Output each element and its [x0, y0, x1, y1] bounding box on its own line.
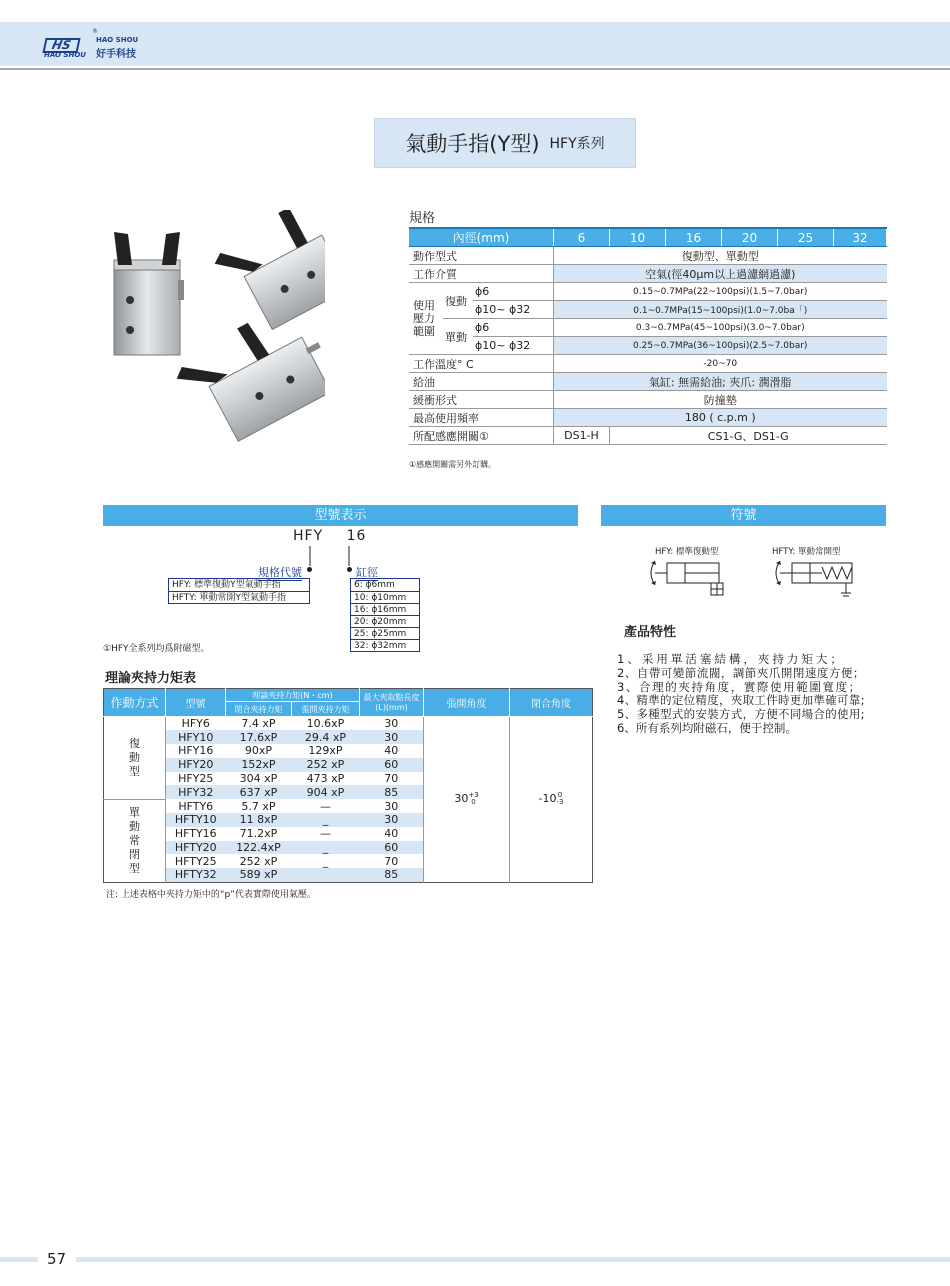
close-torque-cell: 11 8xP	[226, 813, 292, 827]
spec-row-temp	[409, 355, 887, 373]
spec-label-cell: 緩衝形式	[409, 391, 554, 409]
feature-item: 1、采用單活塞結構，夾持力矩大；	[617, 652, 845, 666]
close-torque-cell: 252 xP	[239, 854, 278, 868]
spec-value-cell: 復動型、單動型	[554, 247, 887, 265]
page-title	[374, 118, 636, 168]
spec-label-cell: 工作溫度° C	[409, 355, 554, 373]
spec-value-cell: 0.1~0.7MPa(15~100psi)(1.0~7.0ba「)	[554, 301, 887, 319]
spec-row-freq	[409, 409, 887, 427]
symbol-hfy-label: HFY: 標準復動型	[655, 547, 719, 557]
spec-table	[409, 227, 887, 445]
open-torque-cell	[292, 868, 360, 882]
open-torque-cell: _	[292, 813, 360, 827]
gripper-3	[169, 298, 325, 453]
open-torque-cell: 904 xP	[292, 785, 360, 799]
gripper-1	[114, 232, 184, 355]
close-torque-cell: 71.2xP	[239, 827, 278, 841]
type-option: HFTY: 單動常開Y型氣動手指	[169, 591, 309, 603]
spec-row-pressure-4	[409, 337, 887, 355]
logo-sub: HAO SHOU	[44, 51, 86, 59]
spec-row-action	[409, 247, 887, 265]
model-cell: HFTY6	[178, 799, 214, 813]
symbol-hfty-label: HFTY: 單動常開型	[772, 547, 841, 557]
brand-logo	[44, 28, 139, 60]
spec-value-cell: 0.15~0.7MPa(22~100psi)(1.5~7.0bar)	[554, 283, 887, 301]
spec-row-switch	[409, 427, 887, 445]
spec-row-cushion	[409, 391, 887, 409]
bore-code-dot	[347, 567, 352, 572]
spec-row-pressure-3	[409, 319, 887, 337]
length-cell: 60	[360, 758, 424, 772]
close-torque-cell: 122.4xP	[226, 841, 292, 855]
spec-double-label: 復動	[443, 283, 473, 319]
th-close-torque: 閉合夾持力矩	[226, 702, 292, 717]
header-band	[0, 22, 950, 66]
spec-bore-cell: ϕ6	[473, 283, 554, 301]
spec-bore-cell: ϕ10~ ϕ32	[473, 337, 554, 355]
open-torque-cell: _	[322, 854, 329, 868]
torque-note: 注: 上述表格中夾持力矩中的“p”代表實際使用氣壓。	[106, 890, 316, 900]
bore-option: 6: ϕ6mm	[354, 580, 395, 590]
open-torque-cell: —	[320, 827, 331, 841]
bore-option: 20: ϕ20mm	[351, 615, 419, 627]
close-torque-cell: 304 xP	[239, 772, 278, 786]
spec-value-cell: 空氣(徑40μm以上過濾網過濾)	[554, 265, 887, 283]
length-cell: 30	[360, 799, 424, 813]
symbol-hfy-diagram	[645, 557, 740, 602]
spec-label-cell: 工作介質	[409, 265, 554, 283]
feature-item: 6、所有系列均附磁石，便于控制。	[617, 720, 797, 735]
spec-code-tag: 規格代號	[258, 566, 302, 579]
length-cell: 40	[360, 744, 424, 758]
torque-title: 理論夾持力矩表	[105, 671, 197, 686]
torque-body	[104, 717, 593, 883]
model-code	[293, 528, 366, 544]
th-torque: 理論夾持力矩(N・cm)	[226, 689, 360, 702]
th-length: 最大夾取點長度(L)(mm)	[360, 689, 424, 717]
spec-label-cell: 最高使用頻率	[409, 409, 554, 427]
spec-header-bore: 內徑(mm)	[409, 228, 554, 247]
bore-options-box	[350, 578, 420, 652]
model-cell: HFTY32	[166, 868, 226, 882]
model-cell: HFY25	[178, 772, 214, 786]
length-cell: 70	[360, 854, 424, 868]
spec-single-label: 單動	[443, 319, 473, 355]
model-cell: HFTY25	[174, 854, 217, 868]
spec-value-cell: 0.3~0.7MPa(45~100psi)(3.0~7.0bar)	[554, 319, 887, 337]
features-list	[617, 653, 865, 736]
spec-header-cell: 16	[666, 228, 722, 247]
feature-item: 5、多種型式的安裝方式，方便不同場合的使用;	[617, 707, 865, 722]
model-cell: HFY32	[166, 785, 226, 799]
th-close-angle: 閉合角度	[510, 689, 593, 717]
open-angle-cell	[424, 717, 510, 883]
bore-option: 25: ϕ25mm	[351, 627, 419, 639]
bore-tag: 缸徑	[356, 566, 378, 579]
close-tol-up: 0	[557, 791, 563, 800]
close-torque-cell: 152xP	[226, 758, 292, 772]
gripper-2	[208, 210, 325, 339]
th-open-torque: 張開夾持力矩	[292, 702, 360, 717]
spec-label: 規格	[409, 211, 436, 226]
footer-line-left	[0, 1257, 38, 1262]
th-action: 作動方式	[104, 689, 166, 717]
type-option: HFY: 標準復動Y型氣動手指	[172, 580, 281, 590]
header-divider	[0, 68, 950, 70]
spec-header-cell: 25	[778, 228, 834, 247]
length-cell: 85	[360, 868, 424, 882]
spec-header-row	[409, 228, 887, 247]
spec-code-dot	[307, 567, 312, 572]
model-cell: HFTY10	[166, 813, 226, 827]
open-torque-cell: 10.6xP	[306, 717, 345, 731]
close-angle-value: -10	[538, 792, 557, 806]
length-cell: 40	[360, 827, 424, 841]
symbol-section-bar: 符號	[601, 505, 886, 526]
close-torque-cell: 7.4 xP	[241, 717, 276, 731]
spec-value-cell: -20~70	[554, 355, 887, 373]
spec-pressure-label: 使用 壓力 範圍	[409, 283, 443, 355]
model-cell: HFY10	[166, 730, 226, 744]
spec-header-cell: 10	[610, 228, 666, 247]
close-torque-cell: 5.7 xP	[241, 799, 276, 813]
spec-header-cell: 20	[722, 228, 778, 247]
open-torque-cell: 29.4 xP	[292, 730, 360, 744]
spec-header-cell: 32	[834, 228, 887, 247]
th-model: 型號	[166, 689, 226, 717]
title-main: 氣動手指(Y型)	[405, 132, 540, 156]
spec-value-cell: 氣缸: 無需給油; 夾爪: 潤滑脂	[554, 373, 887, 391]
close-torque-cell: 637 xP	[226, 785, 292, 799]
open-tol-dn: 0	[471, 798, 476, 807]
spec-label-cell: 給油	[409, 373, 554, 391]
spec-row-pressure-2	[409, 301, 887, 319]
open-angle-value: 30	[454, 792, 469, 806]
bore-option: 10: ϕ10mm	[351, 591, 419, 603]
model-cell: HFTY16	[174, 827, 217, 841]
th-open-angle: 張開角度	[424, 689, 510, 717]
feature-item: 3、合理的夾持角度，實際使用範圍寬度；	[617, 679, 862, 694]
spec-header-cell: 6	[554, 228, 610, 247]
length-cell: 30	[360, 813, 424, 827]
open-torque-cell: 473 xP	[306, 772, 345, 786]
close-torque-cell: 17.6xP	[226, 730, 292, 744]
close-torque-cell: 589 xP	[226, 868, 292, 882]
group-label: 單 動 常 閉 型	[104, 799, 166, 882]
close-angle-cell	[510, 717, 593, 883]
model-cell: HFY6	[181, 717, 210, 731]
features-title: 產品特性	[624, 625, 677, 640]
open-torque-cell: _	[292, 841, 360, 855]
length-cell: 85	[360, 785, 424, 799]
feature-item: 4、精準的定位精度，夾取工件時更加準確可靠;	[617, 693, 865, 708]
spec-value-cell: 0.25~0.7MPa(36~100psi)(2.5~7.0bar)	[554, 337, 887, 355]
open-torque-cell: 129xP	[308, 744, 343, 758]
spec-label-cell: 動作型式	[409, 247, 554, 265]
model-note: ①HFY全系列均爲附磁型。	[103, 644, 210, 654]
title-series: HFY系列	[549, 136, 605, 152]
spec-value-cell: 防撞墊	[554, 391, 887, 409]
length-cell: 70	[360, 772, 424, 786]
spec-bore-cell: ϕ10~ ϕ32	[473, 301, 554, 319]
open-tol-up: +3	[468, 791, 479, 800]
logo-reg: ®	[92, 28, 98, 35]
logo-cn: 好手科技	[96, 49, 136, 60]
group-label: 復 動 型	[104, 717, 166, 800]
logo-en: HAO SHOU	[96, 36, 139, 44]
bore-option: 16: ϕ16mm	[351, 603, 419, 615]
symbol-hfty-diagram	[770, 557, 865, 602]
model-cell: HFY20	[166, 758, 226, 772]
model-section-bar: 型號表示	[103, 505, 578, 526]
bore-option: 32: ϕ32mm	[351, 639, 419, 651]
spec-value-cell: CS1-G、DS1-G	[610, 427, 887, 445]
length-cell: 30	[360, 717, 424, 731]
model-cell: HFY16	[178, 744, 214, 758]
close-torque-cell: 90xP	[244, 744, 273, 758]
model-cell: HFTY20	[166, 841, 226, 855]
feature-item: 2、自帶可變節流閥，調節夾爪開閉速度方便；	[617, 665, 865, 680]
torque-table	[103, 688, 593, 883]
spec-bore-cell: ϕ6	[473, 319, 554, 337]
type-options-box	[168, 578, 310, 604]
spec-value-cell: 180 ( c.p.m )	[554, 409, 887, 427]
model-code-bore: 16	[346, 528, 367, 544]
spec-row-pressure-1	[409, 283, 887, 301]
length-cell: 30	[360, 730, 424, 744]
spec-note: ①感應開關需另外訂購。	[409, 460, 497, 469]
open-torque-cell: 252 xP	[292, 758, 360, 772]
spec-row-medium	[409, 265, 887, 283]
spec-value-cell: DS1-H	[554, 427, 610, 445]
torque-header-row	[104, 689, 593, 702]
footer-line	[76, 1257, 950, 1262]
logo-mark: HS	[42, 38, 80, 53]
length-cell: 60	[360, 841, 424, 855]
table-row	[104, 717, 593, 731]
spec-label-cell: 所配感應開關①	[409, 427, 554, 445]
model-code-series: HFY	[293, 528, 324, 544]
product-image	[100, 210, 325, 470]
open-torque-cell: —	[320, 799, 331, 813]
spec-row-oil	[409, 373, 887, 391]
page-number: 57	[47, 1250, 67, 1268]
close-tol-dn: -3	[556, 798, 564, 807]
